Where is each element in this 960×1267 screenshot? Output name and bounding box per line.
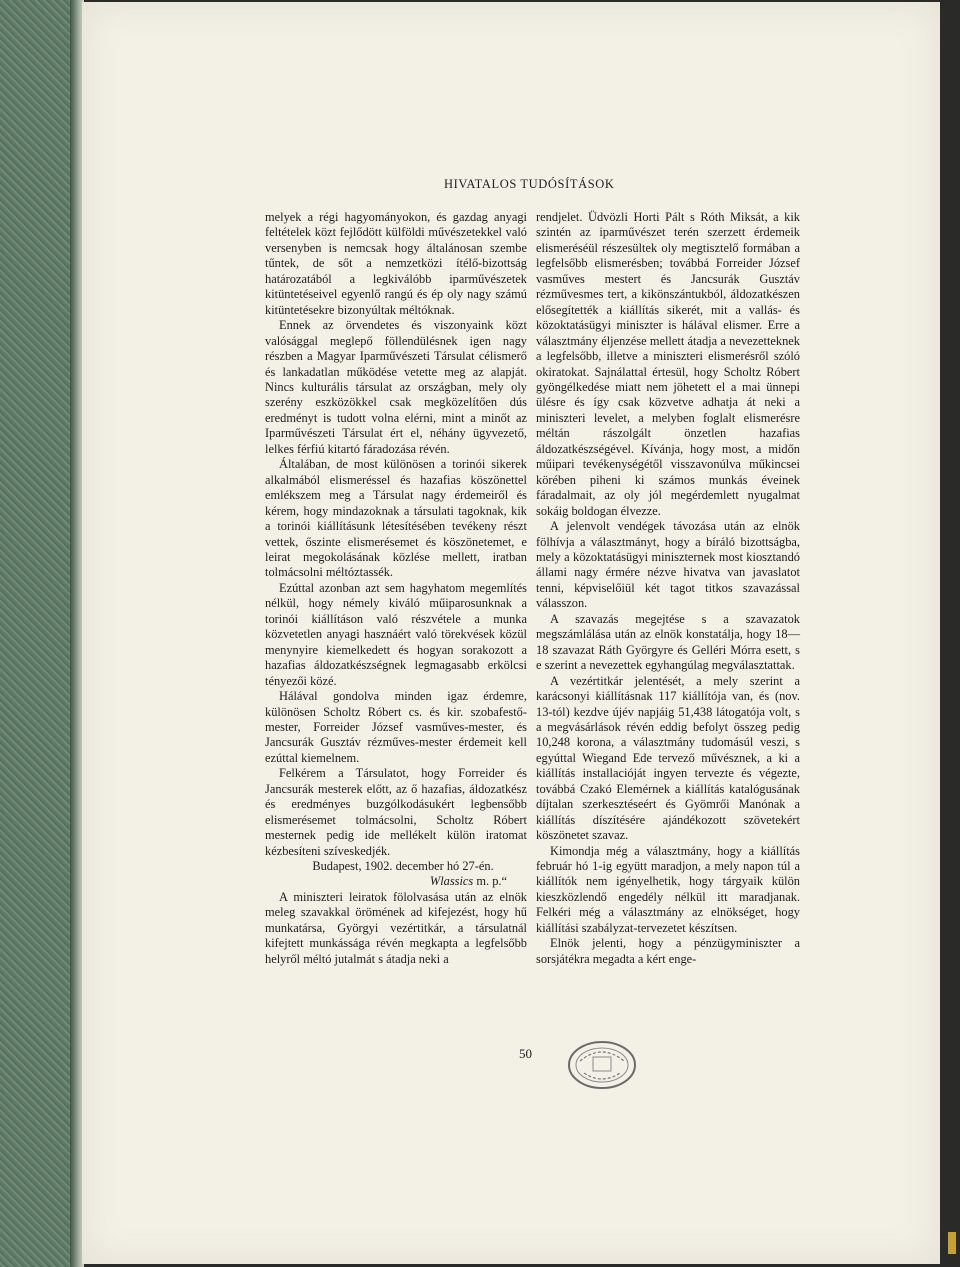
paragraph: A jelenvolt vendégek távozása után az elnök fölhívja a választmányt, hogy a bíráló bizottságba, mely a közoktatásügyi miniszternek most kiosztandó állami nagy érmére nézve hivatva van javaslatot tenni, képviselőiül két tagot titkos szavazással válasszon. — [536, 519, 800, 611]
book-binding-cloth — [0, 0, 78, 1267]
page-tab-marker — [948, 1232, 956, 1254]
stamp-seal-icon — [566, 1039, 638, 1091]
paragraph: Kimondja még a választmány, hogy a kiállítás február hó 1-ig együtt maradjon, a mely napon túl a kiállítók nem igényelhetik, hogy tárgyaik külön kieszközlendő engedély nélkül itt maradjanak. Felkéri még a választmány az elnökséget, hogy kiállítási szabályzat-tervezetet készítsen. — [536, 843, 800, 935]
paragraph: A miniszteri leiratok fölolvasása után az elnök meleg szavakkal örömének ad kifejezést, hogy hű munkatársa, Györgyi vezértitkár, a társulatnál kifejtett munkássága révén megkapta a legfelsőbb helyről méltó jutalmát s átadja neki a — [265, 889, 527, 966]
paragraph: A szavazás megejtése s a szavazatok megszámlálása után az elnök konstatálja, hogy 18—18 szavazat Ráth Györgyre és Gelléri Mórra esett, s e szerint a nevezettek egyhangúlag megválasztattak. — [536, 611, 800, 673]
paragraph: Budapest, 1902. december hó 27-én. — [312, 859, 494, 874]
paragraph: Ezúttal azonban azt sem hagyhatom megemlítés nélkül, hogy némely kiváló műiparosunknak a torinói kiállításon való részvétele a munka közvetetlen anyagi hasznáért való törekvések közül menynyire kiemelkedett és hogyan sorakozott a hazafias áldozatkészségnek legmagasabb erkölcsi tényezői közé. — [265, 580, 527, 688]
paragraph: rendjelet. Üdvözli Horti Pált s Róth Miksát, a kik szintén az iparművészet terén szerzett érdemeik elismeréséül részesültek oly megtisztelő formában a legfelsőbb elismerésben; továbbá Forreider József vasműves mestert és Jancsurák Gusztáv rézművesmes tert, a kikönszántukból, áldozatkészen elősegítették a kiállítás sikerét, mit a vallás- és közoktatásügyi miniszter is hálával elismer. Erre a választmány éljenzése mellett átadja a nevezetteknek a legfelsőbb, illetve a miniszteri elismerésről szóló okiratokat. Sajnálattal értesül, hogy Scholtz Róbert gyöngélkedése miatt nem jöhetett el a mai ünnepi ülésre és így csak közvetve adhatja át neki a miniszteri levelet, a melyben foglalt elismerésre méltán rászolgált önzetlen hazafias áldozatkészségével. Kívánja, hogy most, a midőn műipari tevékenységétől visszavonúlva műkincsei körében piheni ki számos munkás éveinek fáradalmait, az oly jól megérdemlett nyugalmat sokáig boldogan élvezze. — [536, 210, 800, 518]
running-header: HIVATALOS TUDÓSÍTÁSOK — [444, 177, 615, 191]
paragraph: Általában, de most különösen a torinói sikerek alkalmából elismeréssel és hazafias köszönettel emlékszem meg a Társulat nagy érdemeiről és kérem, hogy mindazoknak a társulati tagoknak, kik a torinói kiállításunk létesítésében tevékeny részt vettek, őszinte elismerésemet és köszönetemet, e leirat megokolásának közlése mellett, iratban tolmácsolni méltóztassék. — [265, 457, 527, 580]
page-number: 50 — [519, 1046, 532, 1061]
paragraph: melyek a régi hagyományokon, és gazdag anyagi feltételek közt fejlődött külföldi művészetekkel való versenyben is nemcsak hogy általánosan szembe tűntek, de sőt a nemzetközi ítélő-bizottság határozatából a legkiválóbb iparművészetek kitüntetéseivel egyenlő rangú és ép oly nagy számú kitüntetésekre bizonyúltak méltóknak. — [265, 210, 527, 317]
library-stamp — [566, 1039, 638, 1091]
paragraph: Ennek az örvendetes és viszonyaink közt valósággal meglepő föllendülésnek igen nagy részben a Magyar Iparművészeti Társulat célismerő és lankadatlan működése vetette meg az alapját. Nincs kulturális társulat az országban, mely oly szerény eszközökkel csak megközelítően dús eredményt is tudott volna elérni, mint a minőt az Iparművészeti Társulat ért el, néhány ügyvezető, lelkes férfiú kitartó fáradozása révén. — [265, 318, 527, 456]
right-column — [536, 210, 800, 967]
paragraph: Felkérem a Társulatot, hogy Forreider és Jancsurák mesterek előtt, az ő hazafias, áldozatkész és eredményes buzgólkodásukért legbensőbb elismerésemet tolmácsolni, Scholtz Róbert mesternek pedig ide mellékelt külön iratomat kézbesíteni szíveskedjék. — [265, 766, 527, 858]
paragraph: Elnök jelenti, hogy a pénzügyminiszter a sorsjátékra megadta a kért enge- — [536, 936, 800, 966]
paragraph: A vezértitkár jelentését, a mely szerint a karácsonyi kiállításnak 117 kiállítója van, és (nov. 13-tól) kezdve újév napjáig 51,438 látogatója volt, s a megvásárlások révén eddig befolyt összeg pedig 10,248 korona, a választmány tudomásúl veszi, s egyúttal Wiegand Ede tervező művésznek, a ki a kiállítás installacióját ingyen tervezte és végezte, továbbá Czakó Elemérnek a kiállítás katalógusának díjtalan szerkesztéseért és Gyömrői Manónak a kiállítás díszítésére ajándékozott szövetekért köszönetet szavaz. — [536, 673, 800, 843]
left-column — [265, 210, 527, 967]
paragraph: Hálával gondolva minden igaz érdemre, különösen Scholtz Róbert cs. és kir. szobafestő-mester, Forreider József vasműves-mester, és Jancsurák Gusztáv rézműves-mester érdemeit kell ezúttal kiemelnem. — [265, 689, 527, 765]
paragraph: Wlassics m. p.“ — [429, 874, 507, 889]
